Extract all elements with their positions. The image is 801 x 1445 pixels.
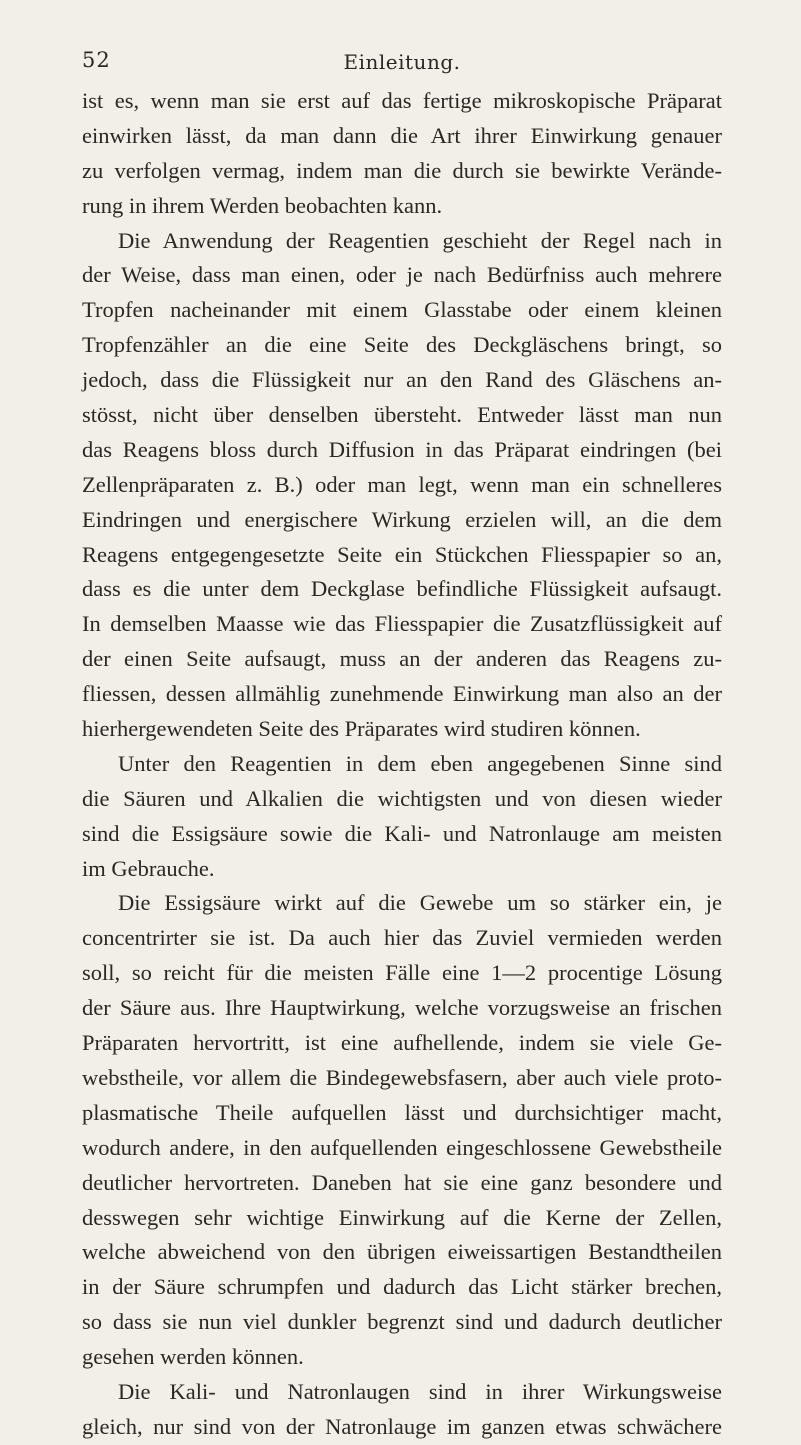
text-line: gesehen werden können. bbox=[82, 1344, 304, 1370]
text-line: rung in ihrem Werden beobachten kann. bbox=[82, 192, 443, 218]
text-line: webstheile, vor allem die Bindegewebsfasern, aber auch viele proto- bbox=[82, 1064, 722, 1090]
text-line: die Säuren und Alkalien die wichtigsten und von diesen wieder bbox=[82, 785, 722, 811]
text-line: sind die Essigsäure sowie die Kali- und Natronlauge am meisten bbox=[82, 820, 722, 846]
page-number: 52 bbox=[82, 48, 111, 72]
text-line: dass es die unter dem Deckglase befindliche Flüssigkeit aufsaugt. bbox=[82, 576, 722, 602]
text-line: jedoch, dass die Flüssigkeit nur an den Rand des Gläschens an- bbox=[82, 367, 722, 393]
text-line: im Gebrauche. bbox=[82, 855, 215, 881]
text-line: concentrirter sie ist. Da auch hier das Zuviel vermieden werden bbox=[82, 925, 722, 951]
text-line: wodurch andere, in den aufquellenden eingeschlossene Gewebstheile bbox=[82, 1134, 722, 1160]
text-line: das Reagens bloss durch Diffusion in das Präparat eindringen (bei bbox=[82, 436, 722, 462]
text-line: Die Kali- und Natronlaugen sind in ihrer Wirkungsweise bbox=[118, 1378, 722, 1404]
text-line: stösst, nicht über denselben übersteht. Entweder lässt man nun bbox=[82, 402, 722, 428]
text-line: so dass sie nun viel dunkler begrenzt sind und dadurch deutlicher bbox=[82, 1309, 722, 1335]
text-line: fliessen, dessen allmählig zunehmende Einwirkung man also an der bbox=[82, 681, 722, 707]
text-line: desswegen sehr wichtige Einwirkung auf die Kerne der Zellen, bbox=[82, 1204, 722, 1230]
text-line: Tropfenzähler an die eine Seite des Deckgläschens bringt, so bbox=[82, 332, 722, 358]
text-line: ist es, wenn man sie erst auf das fertige mikroskopische Präparat bbox=[82, 88, 722, 113]
text-line: zu verfolgen vermag, indem man die durch sie bewirkte Verände- bbox=[82, 157, 722, 183]
text-line: einwirken lässt, da man dann die Art ihrer Einwirkung genauer bbox=[82, 122, 722, 148]
text-line: deutlicher hervortreten. Daneben hat sie eine ganz besondere und bbox=[82, 1169, 722, 1195]
body-text bbox=[82, 84, 722, 1445]
text-line: welche abweichend von den übrigen eiweissartigen Bestandtheilen bbox=[82, 1239, 722, 1265]
running-title: Einleitung. bbox=[343, 50, 461, 74]
text-line: Die Essigsäure wirkt auf die Gewebe um so stärker ein, je bbox=[118, 890, 722, 916]
paragraph bbox=[82, 1375, 722, 1445]
text-line: soll, so reicht für die meisten Fälle eine 1—2 procentige Lösung bbox=[82, 960, 722, 986]
text-line: der Weise, dass man einen, oder je nach Bedürfniss auch mehrere bbox=[82, 262, 722, 288]
text-line: Reagens entgegengesetzte Seite ein Stückchen Fliesspapier so an, bbox=[82, 541, 722, 567]
text-line: in der Säure schrumpfen und dadurch das Licht stärker brechen, bbox=[82, 1274, 722, 1300]
text-line: In demselben Maasse wie das Fliesspapier die Zusatzflüssigkeit auf bbox=[82, 611, 722, 637]
paragraph bbox=[82, 84, 722, 224]
text-line: Unter den Reagentien in dem eben angegebenen Sinne sind bbox=[118, 750, 722, 776]
text-line: Tropfen nacheinander mit einem Glasstabe oder einem kleinen bbox=[82, 297, 722, 323]
text-line: gleich, nur sind von der Natronlauge im ganzen etwas schwächere bbox=[82, 1413, 722, 1439]
text-line: Zellenpräparaten z. B.) oder man legt, wenn man ein schnelleres bbox=[82, 471, 722, 497]
paragraph bbox=[82, 224, 722, 747]
text-line: der einen Seite aufsaugt, muss an der anderen das Reagens zu- bbox=[82, 646, 722, 672]
paragraph bbox=[82, 886, 722, 1374]
text-line: Die Anwendung der Reagentien geschieht der Regel nach in bbox=[118, 227, 722, 253]
paragraph bbox=[82, 747, 722, 887]
text-line: plasmatische Theile aufquellen lässt und durchsichtiger macht, bbox=[82, 1099, 722, 1125]
page-header bbox=[82, 38, 722, 78]
text-line: Eindringen und energischere Wirkung erzielen will, an die dem bbox=[82, 506, 722, 532]
text-line: Präparaten hervortritt, ist eine aufhellende, indem sie viele Ge- bbox=[82, 1030, 722, 1056]
text-line: der Säure aus. Ihre Hauptwirkung, welche vorzugsweise an frischen bbox=[82, 995, 722, 1021]
text-line: hierhergewendeten Seite des Präparates wird studiren können. bbox=[82, 716, 641, 742]
